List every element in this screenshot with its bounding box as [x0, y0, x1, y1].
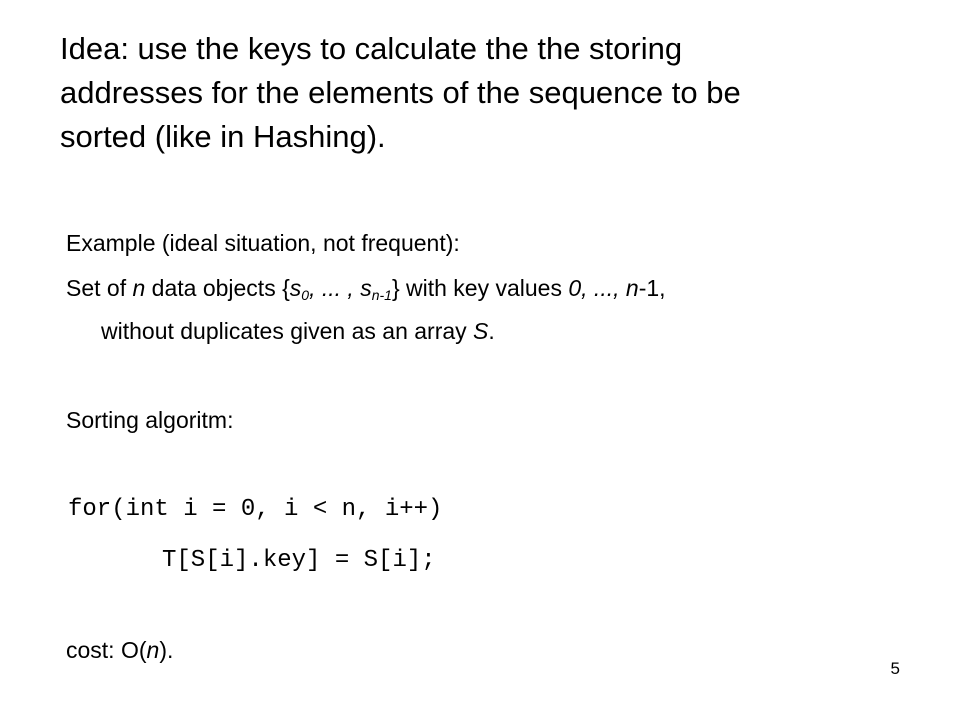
set-text-3: } with key values — [391, 275, 569, 301]
set-ellipsis: , ... , — [309, 275, 361, 301]
title-line-1: Idea: use the keys to calculate the the storing — [60, 31, 683, 66]
title-line-2: addresses for the elements of the sequence to be — [60, 75, 741, 110]
cost-text-2: ). — [159, 637, 174, 663]
set-description-line-1 — [66, 273, 666, 303]
example-heading: Example (ideal situation, not frequent): — [66, 230, 460, 256]
code-line-2: T[S[i].key] = S[i]; — [162, 547, 436, 574]
cost-line — [66, 635, 173, 665]
array-S: S — [473, 318, 489, 344]
code-line-1: for(int i = 0, i < n, i++) — [68, 496, 443, 523]
sorting-label: Sorting algoritm: — [66, 407, 234, 433]
set-text-6: . — [488, 318, 495, 344]
set-text-1: Set of — [66, 275, 133, 301]
set-text-4: -1, — [638, 275, 666, 301]
cost-variable-n: n — [146, 637, 160, 663]
element-s0: $s_0$ — [289, 275, 310, 303]
variable-n: n — [132, 275, 146, 301]
set-text-2: data objects { — [145, 275, 290, 301]
element-sn-1: $s_{n-1}$ — [360, 275, 392, 303]
variable-n-2: n — [625, 275, 639, 301]
page-number: 5 — [890, 659, 900, 678]
cost-text-1: cost: O( — [66, 637, 147, 663]
set-description-line-2 — [101, 316, 495, 346]
set-text-5: without duplicates given as an array — [101, 318, 474, 344]
title-line-3: sorted (like in Hashing). — [60, 119, 386, 154]
key-range-start: 0, ..., — [568, 275, 620, 301]
